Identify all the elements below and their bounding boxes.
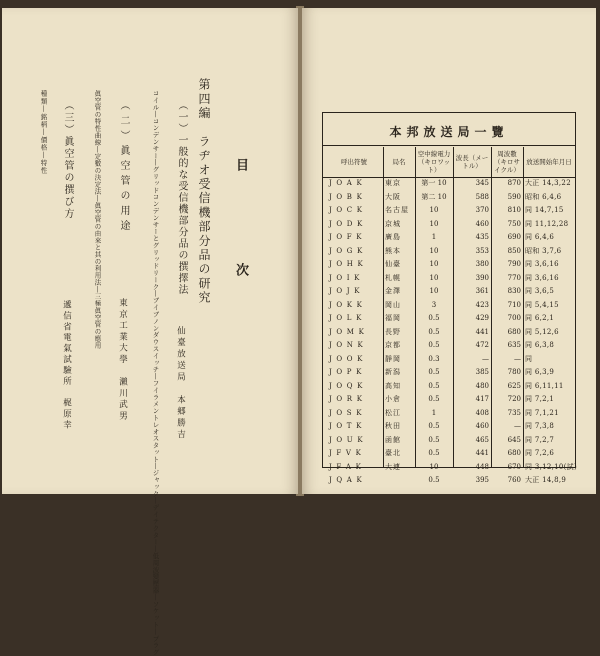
cell-frequency: 850 — [507, 246, 521, 255]
cell-call: J O K K — [329, 300, 364, 309]
cell-call: J O F K — [329, 233, 363, 241]
cell-opened: 同 3,12,10(試) — [525, 462, 578, 471]
cell-call: J O M K — [329, 327, 366, 336]
cell-station: 小倉 — [385, 395, 401, 403]
cell-call: J O Q K — [329, 381, 364, 390]
cell-station: 名古屋 — [385, 206, 409, 214]
cell-wavelength: — — [482, 354, 489, 363]
cell-station: 京都 — [385, 341, 401, 349]
cell-power: 0.5 — [428, 476, 440, 484]
header-call-sign: 呼出符號 — [341, 158, 367, 166]
cell-opened: 大正 14,3,22 — [525, 179, 571, 187]
cell-wavelength: 429 — [475, 314, 489, 322]
cell-station: 秋田 — [385, 422, 401, 430]
cell-power: 0.5 — [428, 368, 440, 376]
toc-heading: 目 次 — [233, 158, 248, 298]
cell-station: 廣島 — [385, 233, 401, 241]
cell-frequency: 870 — [507, 179, 521, 187]
cell-frequency: 760 — [507, 476, 521, 484]
cell-call: J O C K — [329, 206, 364, 214]
cell-station: 京城 — [385, 219, 401, 228]
table-row — [323, 285, 575, 299]
table-row — [323, 299, 575, 313]
cell-call: J Q A K — [329, 476, 363, 484]
table-row — [323, 407, 575, 421]
cell-frequency: 680 — [507, 449, 521, 457]
cell-power: 3 — [431, 300, 437, 309]
table-row — [323, 474, 575, 488]
table-row — [323, 434, 575, 448]
cell-station: 岡山 — [385, 300, 401, 309]
cell-power: 0.5 — [428, 395, 440, 403]
cell-frequency: 590 — [507, 192, 521, 201]
cell-opened: 同 5,4,15 — [525, 300, 559, 309]
cell-power: 10 — [429, 219, 439, 228]
cell-opened: 同 7,2,1 — [525, 395, 555, 403]
cell-call: J O T K — [329, 422, 363, 430]
cell-wavelength: 370 — [475, 206, 489, 214]
cell-power: 10 — [429, 462, 439, 471]
cell-station: 長野 — [385, 327, 401, 336]
cell-wavelength: 588 — [475, 192, 489, 201]
cell-wavelength: 480 — [475, 381, 489, 390]
cell-wavelength: 353 — [475, 246, 489, 255]
cell-call: J F A K — [329, 462, 363, 471]
table-title: 本邦放送局一覽 — [389, 125, 509, 139]
cell-frequency: 720 — [507, 395, 521, 403]
table-row — [323, 245, 575, 259]
cell-power: 0.5 — [428, 341, 440, 349]
table-row — [323, 191, 575, 205]
table-row — [323, 447, 575, 461]
cell-station: 臺北 — [385, 449, 401, 457]
table-row — [323, 339, 575, 353]
cell-power: 0.5 — [428, 422, 440, 430]
section-3-author: 遞信省電氣試驗所 梶原幸 — [61, 300, 72, 431]
cell-wavelength: 441 — [475, 327, 489, 336]
cell-station: 熊本 — [385, 246, 401, 255]
table-row — [323, 258, 575, 272]
cell-station: 札幌 — [385, 273, 401, 282]
cell-call: J O P K — [329, 368, 363, 376]
header-opened: 放送開始年月日 — [526, 158, 572, 166]
cell-power: 0.5 — [428, 314, 440, 322]
section-2-author: 東京工業大學 瀨川武男 — [117, 298, 128, 423]
cell-station: 靜岡 — [385, 354, 401, 363]
cell-frequency: 770 — [507, 273, 521, 282]
cell-opened: 同 7,2,7 — [525, 435, 555, 444]
table-row — [323, 204, 575, 218]
table-row — [323, 366, 575, 380]
right-page-station-list — [302, 8, 596, 494]
cell-call: J O O K — [329, 354, 364, 363]
cell-opened: 同 — [525, 354, 533, 363]
cell-power: 10 — [429, 273, 439, 282]
cell-opened: 昭和 3,7,6 — [525, 246, 562, 255]
cell-call: J O U K — [329, 435, 364, 444]
table-row — [323, 231, 575, 245]
cell-wavelength: 361 — [475, 287, 489, 295]
table-row — [323, 393, 575, 407]
cell-opened: 同 3,6,16 — [525, 260, 559, 268]
section-2-title: （二）眞空管の用途 — [118, 100, 129, 235]
cell-opened: 昭和 6,4,6 — [525, 192, 562, 201]
cell-station: 松江 — [385, 408, 401, 417]
cell-power: 0.5 — [428, 435, 440, 444]
cell-wavelength: 448 — [475, 462, 489, 471]
cell-station: 函館 — [385, 435, 401, 444]
station-table — [322, 112, 578, 484]
cell-opened: 同 11,12,28 — [525, 219, 569, 228]
cell-wavelength: 385 — [475, 368, 489, 376]
cell-frequency: 645 — [507, 435, 521, 444]
cell-frequency: 810 — [507, 206, 521, 214]
cell-station: 仙臺 — [385, 260, 401, 268]
cell-opened: 大正 14,8,9 — [525, 476, 567, 484]
cell-frequency: 750 — [507, 219, 521, 228]
cell-call: J O A K — [329, 179, 363, 187]
cell-opened: 同 6,11,11 — [525, 381, 564, 390]
section-1-author: 仙臺放送局 本郷勝吉 — [175, 326, 186, 441]
cell-frequency: 790 — [507, 260, 521, 268]
table-row — [323, 380, 575, 394]
cell-call: J O L K — [329, 314, 363, 322]
cell-opened: 同 6,3,9 — [525, 368, 555, 376]
cell-call: J O G K — [329, 246, 364, 255]
cell-wavelength: 345 — [475, 179, 489, 187]
table-row — [323, 272, 575, 286]
cell-wavelength: 472 — [475, 341, 489, 349]
cell-station: 福岡 — [385, 314, 401, 322]
table-row — [323, 218, 575, 232]
cell-opened: 同 7,1,21 — [525, 408, 559, 417]
cell-opened: 同 7,2,6 — [525, 449, 555, 457]
section-3-title: （三）眞空管の撰び方 — [62, 100, 73, 220]
cell-frequency: — — [514, 422, 521, 430]
cell-call: J O H K — [329, 260, 364, 268]
cell-frequency: 635 — [507, 341, 521, 349]
section-2-detail: 眞空管の特性曲線―定數の決定法―眞空管の由來と其の利用法―三極眞空管の應用 — [93, 90, 102, 349]
cell-station: 金澤 — [385, 287, 401, 295]
cell-call: J O S K — [329, 408, 363, 417]
cell-wavelength: 408 — [475, 408, 489, 417]
cell-frequency: 625 — [507, 381, 521, 390]
cell-call: J O B K — [329, 192, 363, 201]
cell-wavelength: 441 — [475, 449, 489, 457]
cell-call: J O R K — [329, 395, 364, 403]
cell-wavelength: 395 — [475, 476, 489, 484]
cell-frequency: 735 — [507, 408, 521, 417]
section-1-detail: コイル―コンデンサー―グリッドコンデンサーとグリッドリーク―ブイブノンダウスイッチ―フイラメントレオスタット―ジャック―デイテクター―低周波變壓器―ソケット―プラグ — [151, 90, 160, 656]
header-wavelength: 波長（メートル） — [455, 154, 489, 170]
cell-power: 0.5 — [428, 449, 440, 457]
section-3-detail: 種類―銘柄―價格―特性 — [39, 90, 48, 175]
section-1-title: （一）一般的な受信機部分品の撰擇法 — [176, 100, 187, 296]
cell-opened: 同 6,3,8 — [525, 341, 555, 349]
cell-wavelength: 423 — [475, 300, 489, 309]
cell-power: 1 — [431, 408, 437, 417]
cell-power: 1 — [431, 233, 437, 241]
cell-frequency: 680 — [507, 327, 521, 336]
cell-power: 10 — [429, 260, 439, 268]
cell-frequency: 780 — [507, 368, 521, 376]
cell-frequency: 830 — [507, 287, 521, 295]
cell-opened: 同 5,12,6 — [525, 327, 559, 336]
cell-call: J O I K — [329, 273, 361, 282]
cell-frequency: 670 — [507, 462, 521, 471]
cell-frequency: 690 — [507, 233, 521, 241]
cell-power: 第一 10 — [421, 179, 447, 187]
table-row — [323, 326, 575, 340]
header-frequency: 周波數（キロサイクル） — [494, 150, 520, 174]
header-power: 空中線電力（キロワット） — [417, 150, 451, 174]
cell-power: 第二 10 — [421, 192, 447, 201]
cell-power: 0.3 — [428, 354, 440, 363]
cell-opened: 同 3,6,5 — [525, 287, 555, 295]
cell-wavelength: 390 — [475, 273, 489, 282]
cell-power: 10 — [429, 246, 439, 255]
part-title: 第四編 ラヂオ受信機部分品の研究 — [197, 78, 211, 306]
cell-opened: 同 3,6,16 — [525, 273, 559, 282]
header-station: 局名 — [392, 158, 406, 166]
cell-call: J O J K — [329, 287, 361, 295]
cell-power: 0.5 — [428, 327, 440, 336]
table-row — [323, 177, 575, 191]
table-row — [323, 420, 575, 434]
cell-wavelength: 417 — [475, 395, 489, 403]
cell-wavelength: 435 — [475, 233, 489, 241]
table-header-row — [323, 147, 575, 178]
cell-power: 10 — [429, 287, 439, 295]
table-row — [323, 461, 578, 475]
table-body — [323, 177, 578, 488]
cell-wavelength: 460 — [475, 219, 489, 228]
cell-call: J O D K — [329, 219, 364, 228]
cell-opened: 同 6,4,6 — [525, 233, 555, 241]
cell-wavelength: 465 — [475, 435, 489, 444]
cell-opened: 同 6,2,1 — [525, 314, 555, 322]
cell-wavelength: 380 — [475, 260, 489, 268]
cell-opened: 同 14,7,15 — [525, 206, 564, 214]
cell-wavelength: 460 — [475, 422, 489, 430]
table-row — [323, 353, 575, 367]
cell-frequency: 710 — [507, 300, 521, 309]
cell-station: 東京 — [385, 179, 401, 187]
cell-opened: 同 7,3,8 — [525, 422, 555, 430]
cell-station: 大連 — [385, 462, 401, 471]
cell-power: 0.5 — [428, 381, 440, 390]
cell-station: 新潟 — [385, 368, 401, 376]
cell-call: J O N K — [329, 341, 364, 349]
cell-station: 高知 — [385, 381, 401, 390]
cell-frequency: — — [514, 354, 521, 363]
cell-frequency: 700 — [507, 314, 521, 322]
left-page-contents — [2, 8, 298, 656]
cell-call: J F V K — [329, 449, 363, 457]
cell-power: 10 — [429, 206, 439, 214]
header-rule — [323, 145, 575, 146]
cell-station: 大阪 — [385, 192, 401, 201]
table-row — [323, 312, 575, 326]
